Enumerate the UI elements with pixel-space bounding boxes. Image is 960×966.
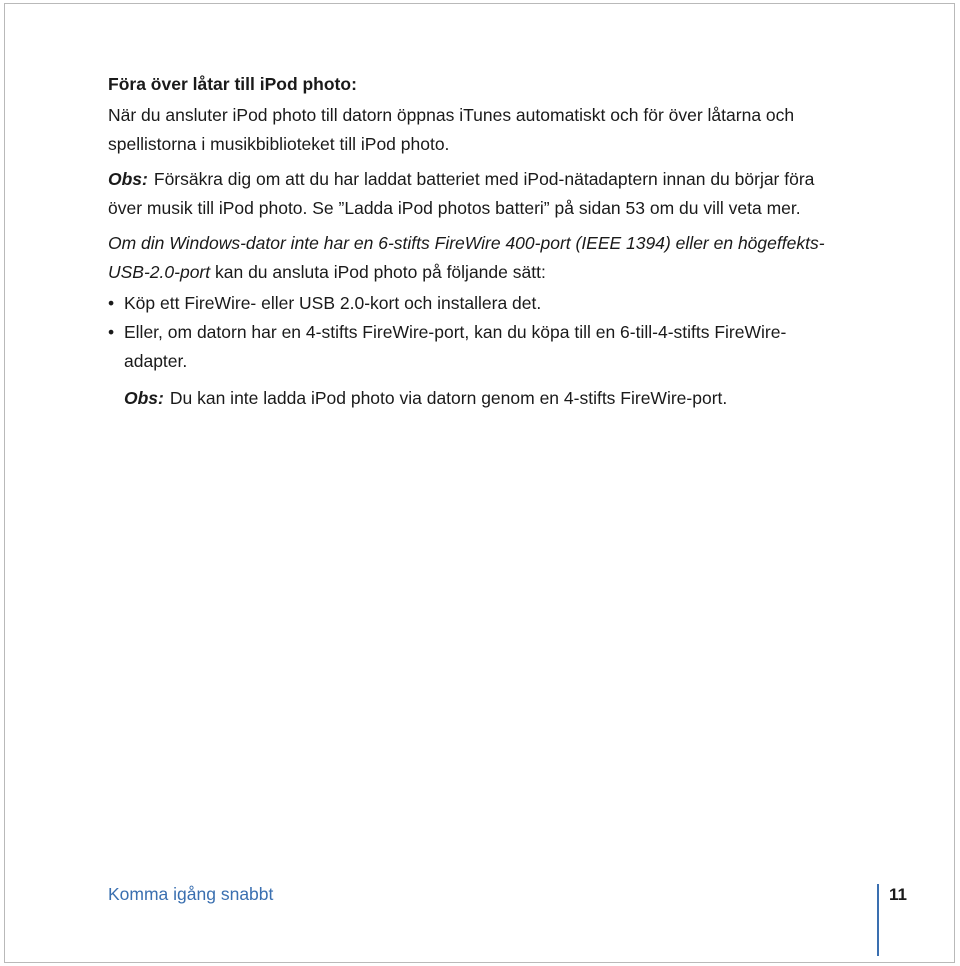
footer-divider <box>877 884 879 956</box>
windows-instruction: kan du ansluta iPod photo på följande sätt: <box>215 262 546 282</box>
note-text: Försäkra dig om att du har laddat batteriet med iPod-nätadaptern innan du börjar föra över musik till iPod photo. Se ”Ladda iPod photos batteri” på sidan 53 om du vill veta mer. <box>108 169 815 218</box>
note-label: Obs: <box>124 388 164 408</box>
list-item: • Köp ett FireWire- eller USB 2.0-kort och installera det. <box>108 289 848 318</box>
intro-paragraph: När du ansluter iPod photo till datorn öppnas iTunes automatiskt och för över låtarna och spellistorna i musikbiblioteket till iPod photo. <box>108 105 795 154</box>
note-label: Obs: <box>108 169 148 189</box>
page-number: 11 <box>889 885 907 904</box>
windows-condition: Om din Windows-dator inte har en 6-stifts FireWire 400-port (IEEE 1394) eller en högeffekts-USB-2.0-port <box>108 233 825 282</box>
bullet-list <box>108 289 848 376</box>
windows-paragraph <box>108 229 848 287</box>
document-body <box>108 70 848 413</box>
section-heading: Föra över låtar till iPod photo: <box>108 74 357 94</box>
list-item: • Eller, om datorn har en 4-stifts FireWire-port, kan du köpa till en 6-till-4-stifts FireWire-adapter. <box>108 318 848 376</box>
note-paragraph-1 <box>108 165 848 223</box>
footer-chapter-title: Komma igång snabbt <box>108 884 274 904</box>
note-paragraph-2 <box>124 384 848 413</box>
note-text: Du kan inte ladda iPod photo via datorn genom en 4-stifts FireWire-port. <box>169 388 728 408</box>
